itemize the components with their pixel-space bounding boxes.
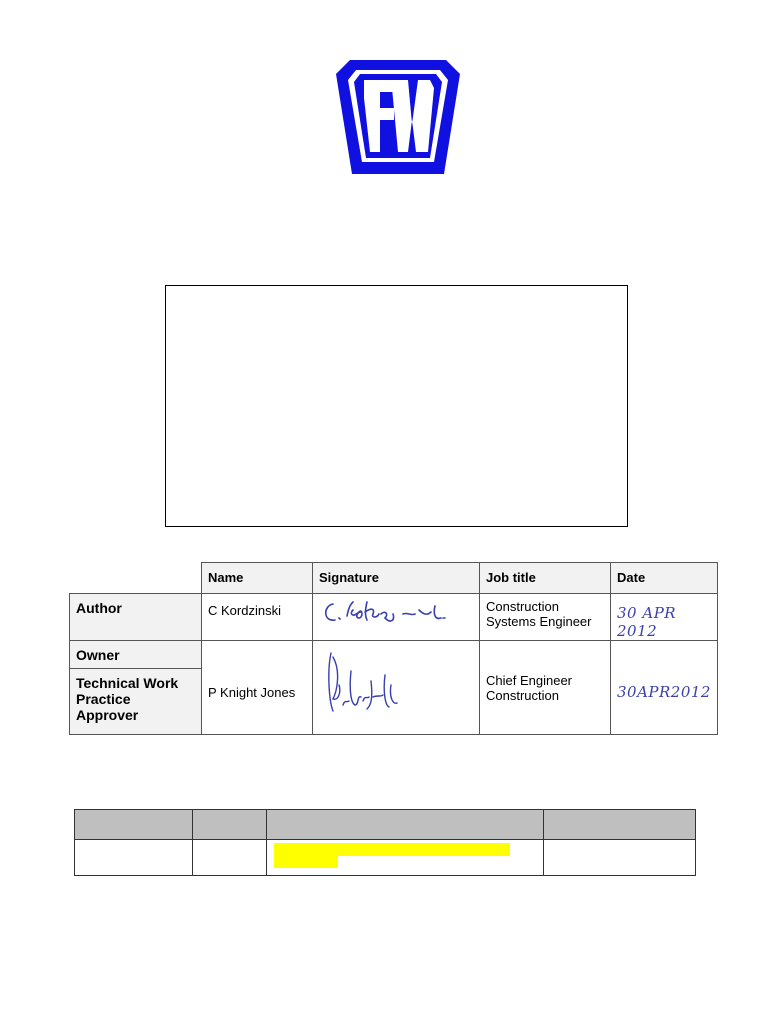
- document-title-box: [165, 285, 628, 527]
- author-job-title-line1: Construction: [486, 599, 559, 614]
- approval-header-row: [70, 563, 718, 594]
- header-signature: Signature: [313, 563, 480, 594]
- author-date: [611, 594, 718, 641]
- owner-row: [70, 641, 718, 669]
- author-date-text: 30 APR 2012: [617, 604, 677, 640]
- approver-name: P Knight Jones: [202, 641, 313, 735]
- revision-cell: [193, 840, 267, 876]
- approval-table: [69, 562, 718, 735]
- approver-label-line1: Technical Work: [76, 675, 179, 691]
- author-job-title: [480, 594, 611, 641]
- author-signature: [313, 594, 480, 641]
- highlight-mark: [274, 856, 338, 868]
- revision-header-cell: [267, 810, 544, 840]
- author-job-title-line2: Systems Engineer: [486, 614, 592, 629]
- approver-date-text: 30APR2012: [617, 683, 711, 701]
- highlight-mark: [274, 843, 510, 856]
- revision-header-cell: [75, 810, 193, 840]
- header-job-title: Job title: [480, 563, 611, 594]
- header-name: Name: [202, 563, 313, 594]
- revision-header-cell: [544, 810, 696, 840]
- approver-job-title-line2: Construction: [486, 687, 559, 703]
- author-label: Author: [70, 594, 202, 641]
- owner-label: Owner: [70, 641, 202, 669]
- approver-job-title-line1: Chief Engineer: [486, 672, 572, 688]
- revision-cell: [75, 840, 193, 876]
- approver-label: [70, 669, 202, 735]
- revision-header-cell: [193, 810, 267, 840]
- revision-cell: [544, 840, 696, 876]
- author-row: [70, 594, 718, 641]
- approver-job-title: [480, 641, 611, 735]
- approver-label-line3: Approver: [76, 707, 139, 723]
- header-date: Date: [611, 563, 718, 594]
- approver-signature: [313, 641, 480, 735]
- approver-label-line2: Practice: [76, 691, 131, 707]
- revision-header-row: [75, 810, 696, 840]
- blank-corner-cell: [70, 563, 202, 594]
- company-logo: [334, 58, 462, 178]
- author-name: C Kordzinski: [202, 594, 313, 641]
- approver-date: [611, 641, 718, 735]
